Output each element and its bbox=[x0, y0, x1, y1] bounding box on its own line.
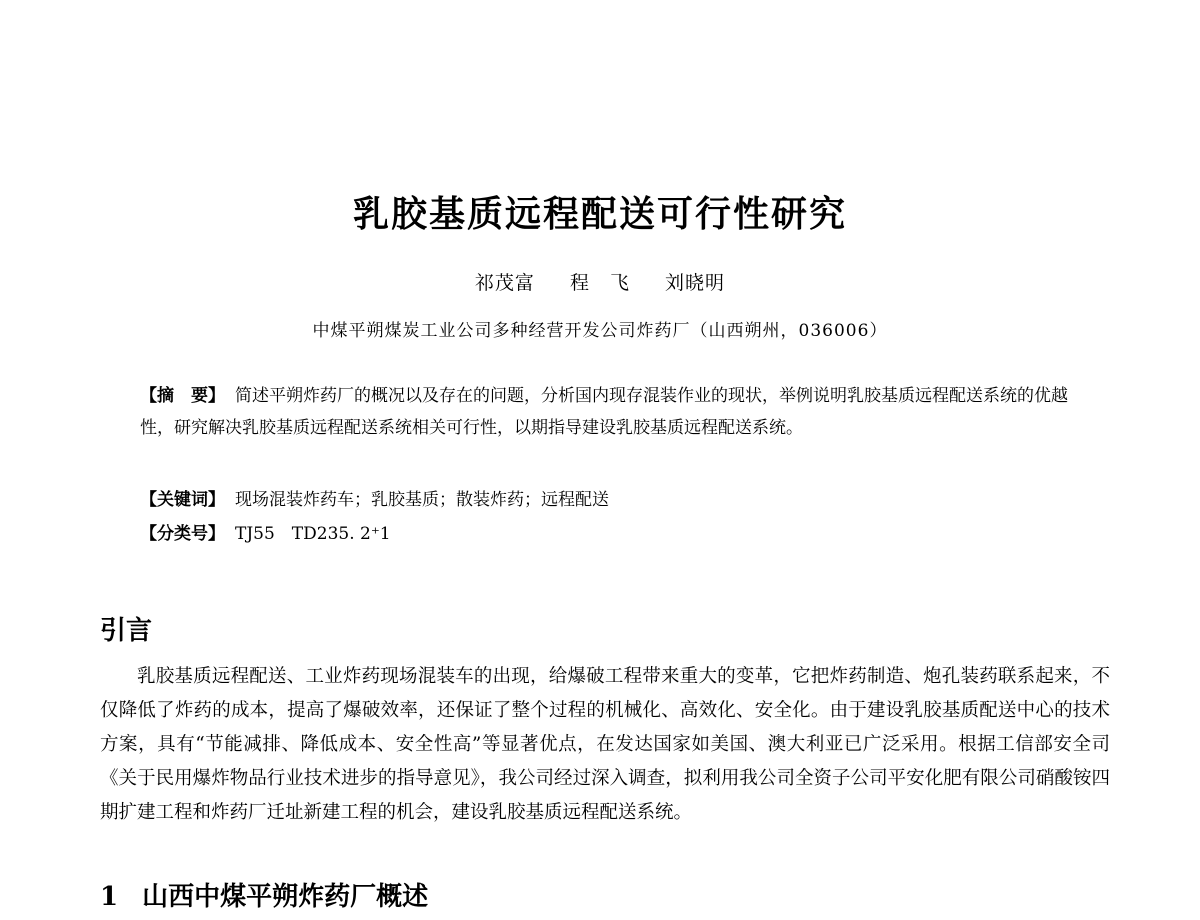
abstract-text: 简述平朔炸药厂的概况以及存在的问题，分析国内现存混装作业的现状，举例说明乳胶基质远程配送系统的优越性，研究解决乳胶基质远程配送系统相关可行性，以期指导建设乳胶基质远程配送系统。 bbox=[140, 386, 1068, 438]
author-affiliation: 中煤平朔煤炭工业公司多种经营开发公司炸药厂（山西朔州，036006） bbox=[312, 321, 888, 341]
intro-paragraph: 乳胶基质远程配送、工业炸药现场混装车的出现，给爆破工程带来重大的变革，它把炸药制造、炮孔装药联系起来，不仅降低了炸药的成本，提高了爆破效率，还保证了整个过程的机械化、高效化、安全化。由于建设乳胶基质配送中心的技术方案，具有“节能减排、降低成本、安全性高”等显著优点，在发达国家如美国、澳大利亚已广泛采用。根据工信部安全司《关于民用爆炸物品行业技术进步的指导意见》，我公司经过深入调查，拟利用我公司全资子公司平安化肥有限公司硝酸铵四期扩建工程和炸药厂迁址新建工程的机会，建设乳胶基质远程配送系统。 bbox=[100, 666, 1110, 823]
intro-heading: 引言 bbox=[100, 616, 153, 646]
keywords-text: 现场混装炸药车；乳胶基质；散装炸药；远程配送 bbox=[235, 490, 609, 510]
paper-title: 乳胶基质远程配送可行性研究 bbox=[352, 193, 847, 235]
keywords bbox=[140, 484, 1070, 516]
author-name: 刘晓明 bbox=[665, 272, 726, 294]
classification-number bbox=[140, 518, 1070, 550]
abstract-label: 【摘 要】 bbox=[140, 386, 225, 406]
section-number: 1 bbox=[100, 882, 119, 912]
abstract bbox=[140, 380, 1070, 444]
keywords-label: 【关键词】 bbox=[140, 490, 225, 510]
section-title: 山西中煤平朔炸药厂概述 bbox=[142, 882, 429, 912]
author-name: 程 飞 bbox=[569, 272, 630, 294]
author-list bbox=[0, 268, 1200, 295]
classification-text: TJ55 TD235. 2⁺1 bbox=[235, 524, 391, 544]
section-heading bbox=[100, 876, 428, 913]
author-name: 祁茂富 bbox=[474, 272, 535, 294]
classification-label: 【分类号】 bbox=[140, 524, 225, 544]
